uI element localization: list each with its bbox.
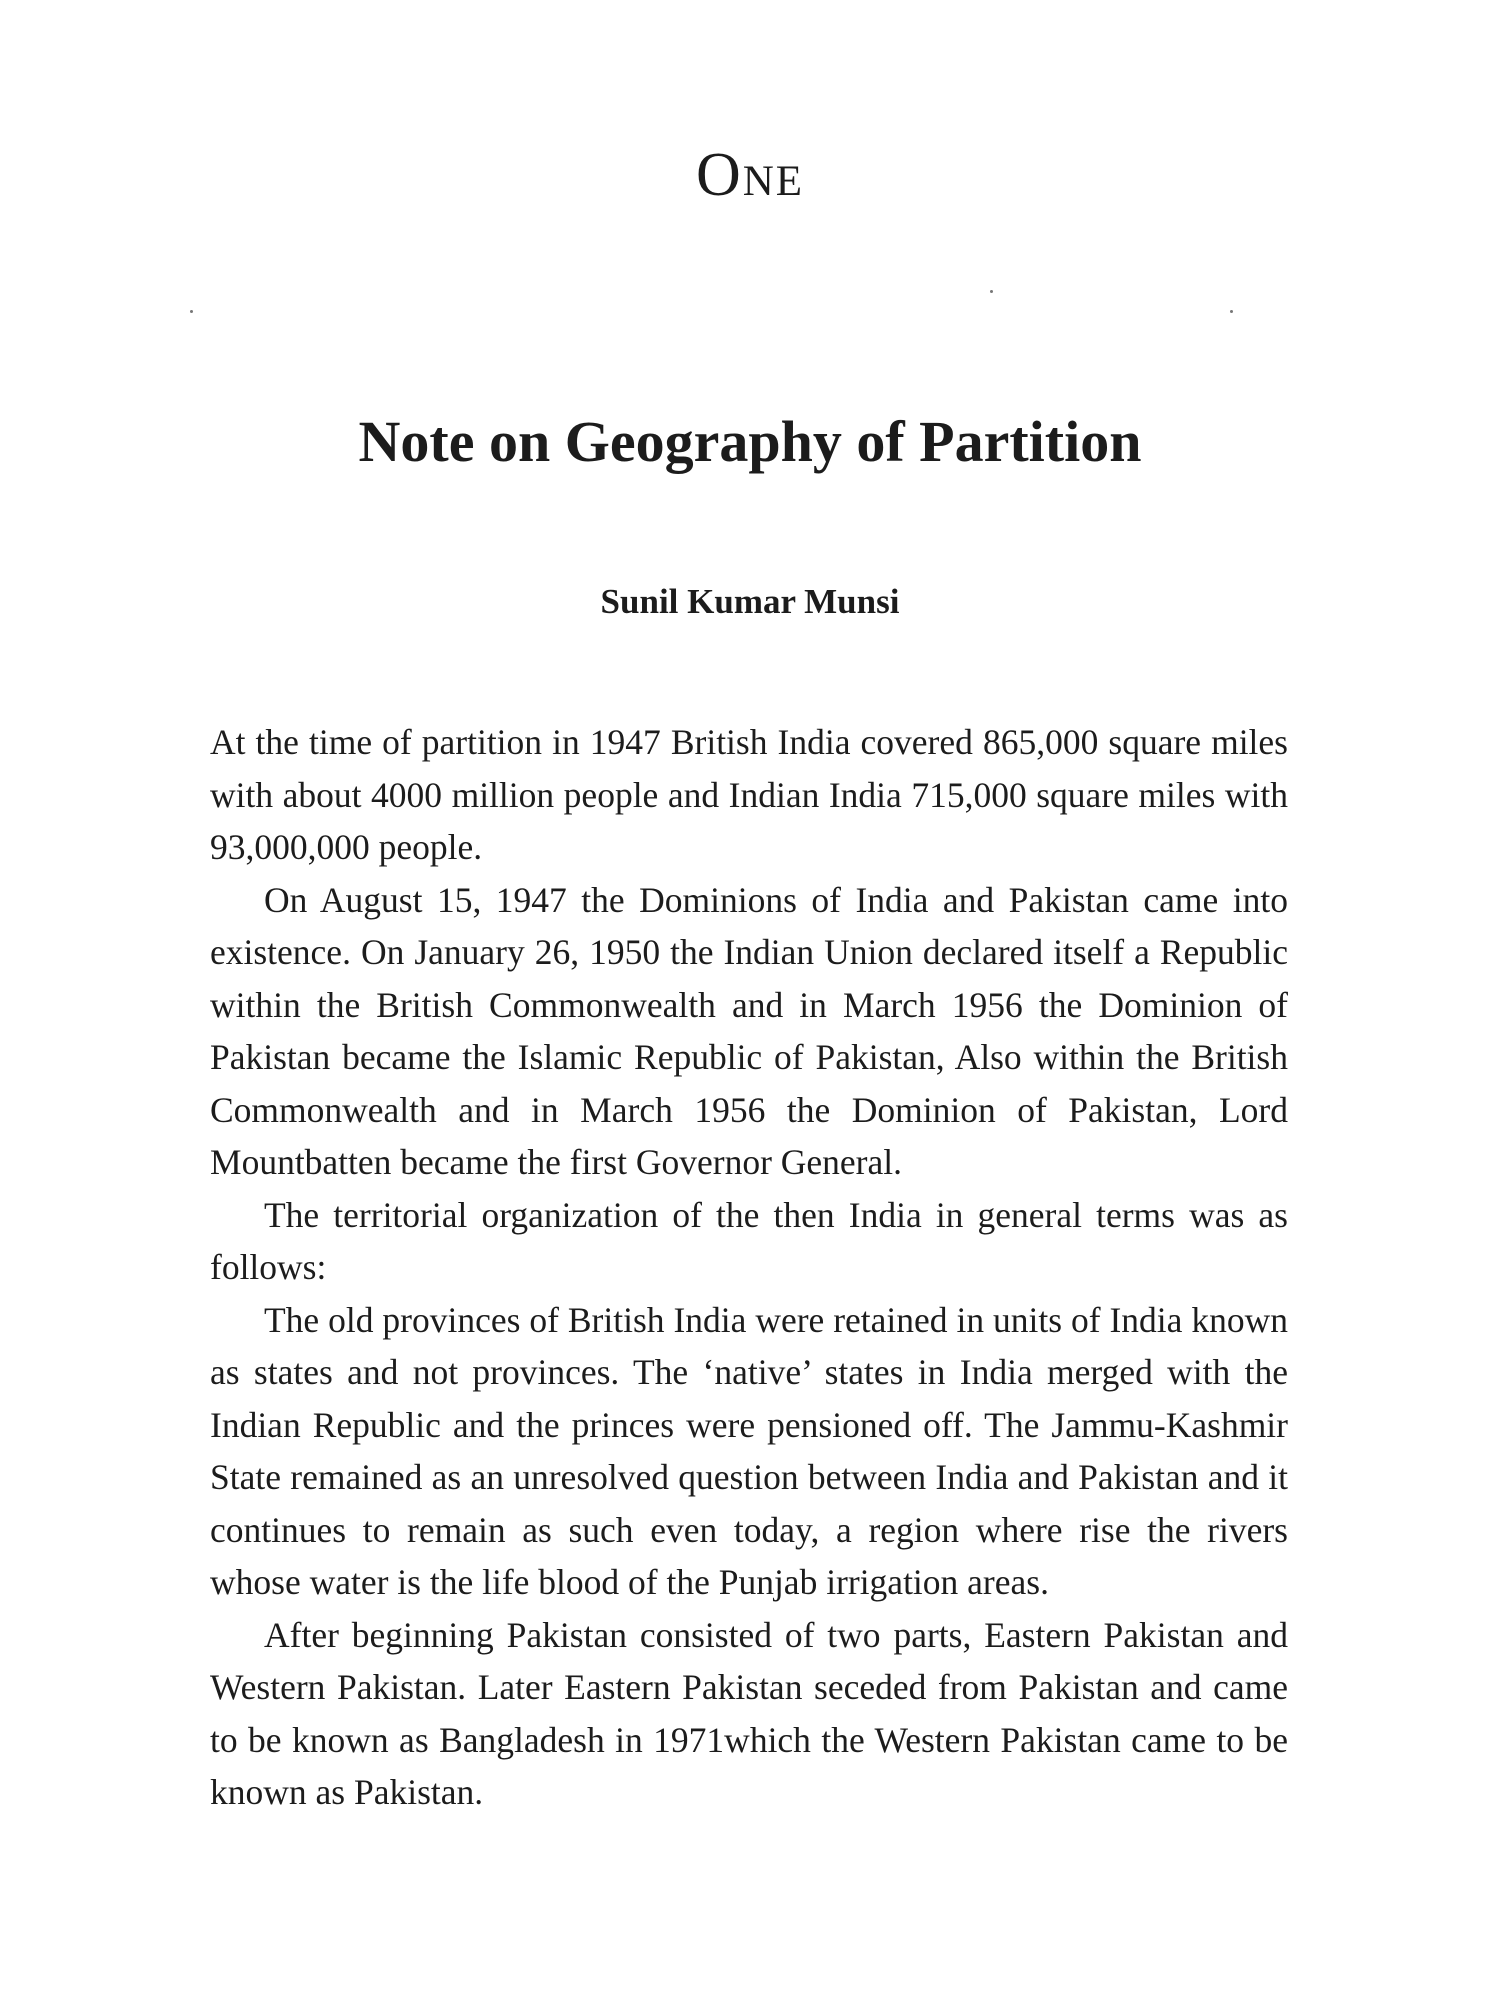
body-paragraph: The old provinces of British India were retained in units of India known as states and not provinces. The ‘native’ states in India merged with the Indian Republic and the princes were pensioned off. The Jammu-Kashmir State remained as an unresolved question between India and Pakistan and it continues to remain as such even today, a region where rise the rivers whose water is the life blood of the Punjab irrigation areas.	[210, 1299, 1288, 1602]
page-speck	[990, 290, 993, 293]
article-author: Sunil Kumar Munsi	[600, 582, 900, 621]
page-speck	[1230, 310, 1233, 313]
article-title: Note on Geography of Partition	[358, 409, 1142, 474]
body-paragraph: The territorial organization of the then India in general terms was as follows:	[210, 1194, 1288, 1287]
chapter-number: One	[695, 141, 805, 209]
body-paragraph: After beginning Pakistan consisted of two parts, Eastern Pakistan and Western Pakistan. Later Eastern Pakistan seceded from Pakistan and came to be known as Bangladesh in 1971which the Western Pakistan came to be known as Pakistan.	[210, 1614, 1288, 1812]
body-paragraph: On August 15, 1947 the Dominions of India and Pakistan came into existence. On January 26, 1950 the Indian Union declared itself a Republic within the British Commonwealth and in March 1956 the Dominion of Pakistan became the Islamic Republic of Pakistan, Also within the British Commonwealth and in March 1956 the Dominion of Pakistan, Lord Mountbatten became the first Governor General.	[210, 879, 1288, 1182]
page-speck	[190, 310, 193, 313]
article-body	[210, 716, 1288, 1819]
body-paragraph: At the time of partition in 1947 British India covered 865,000 square miles with about 4000 million people and Indian India 715,000 square miles with 93,000,000 people.	[210, 722, 1288, 867]
